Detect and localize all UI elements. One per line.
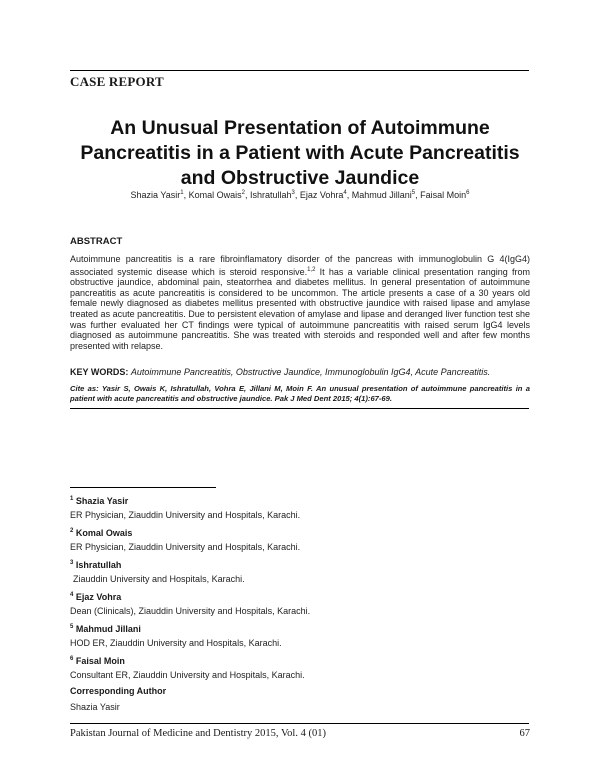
affiliation-institution: Dean (Clinicals), Ziauddin University and Hospitals, Karachi. <box>70 606 311 616</box>
affiliation-name: $^1$ Shazia Yasir <box>70 496 129 506</box>
title-line: Pancreatitis in a Patient with Acute Pancreatitis <box>80 142 520 164</box>
corresponding-author-label: Corresponding Author <box>70 686 167 696</box>
cite-as: Cite as: Yasir S, Owais K, Ishratullah, Vohra E, Jillani M, Moin F. An unusual presentation of autoimmune pancreatitis in a patient with acute pancreatitis and obstructive jaundice. Pak J Med Dent 2015; 4(1):67-69. <box>70 384 530 403</box>
author-list: Shazia Yasir$^1$, Komal Owais$^2$, Ishratullah$^3$, Ejaz Vohra$^4$, Mahmud Jillani$^5$, Faisal Moin$^6$ <box>130 190 470 200</box>
author-name: Ishratullah <box>249 190 292 200</box>
affiliation-institution: ER Physician, Ziauddin University and Hospitals, Karachi. <box>70 542 301 552</box>
abstract-part2: It has a variable clinical presentation ranging from obstructive jaundice, abdominal pain, steatorrhea and diabetes mellitus. In general presentation of autoimmune pancreatitis as acute pancreatitis is considered to be uncommon. The article presents a case of a 30 years old female newly diagnosed as diabetes mellitus presented with obstructive jaundice with raised lipase and amylase treated as acute pancreatitis. Due to persistent elevation of amylase and lipase and deranged liver function test she was further evaluated her CT findings were typical of autoimmune pancreatitis with raised serum IgG4 levels diagnosed as autoimmune pancreatitis. She was treated with steroids and responded well and after few months presented with relapse. <box>70 266 530 351</box>
affiliation-name: $^2$ Komal Owais <box>70 528 133 538</box>
author-sup: 6 <box>466 190 470 196</box>
page-number: 67 <box>519 728 530 739</box>
affiliations <box>70 490 530 714</box>
title-line: An Unusual Presentation of Autoimmune <box>110 117 490 139</box>
abstract-heading: ABSTRACT <box>70 236 123 247</box>
author-sup: 2 <box>241 190 245 196</box>
paper-title <box>60 116 540 191</box>
corresponding-author-name: Shazia Yasir <box>70 702 120 712</box>
keywords-label: KEY WORDS: <box>70 367 129 377</box>
footer-rule <box>70 723 529 724</box>
abstract-citation-sup: 1,2 <box>307 266 316 273</box>
affiliation-rule <box>70 487 216 488</box>
affiliation-name: $^3$ Ishratullah <box>70 560 122 570</box>
author-sup: 1 <box>180 190 184 196</box>
abstract-part1: Autoimmune pancreatitis is a rare fibroinflamatory disorder of the pancreas with immunoglobulin G 4(IgG4) associated systemic disease which is steroid responsive. <box>70 254 530 277</box>
affiliation-institution: Consultant ER, Ziauddin University and Hospitals, Karachi. <box>70 670 305 680</box>
author-sup: 4 <box>343 190 347 196</box>
keywords-text: Autoimmune Pancreatitis, Obstructive Jaundice, Immunoglobulin IgG4, Acute Pancreatitis. <box>130 367 491 377</box>
author-name: Ejaz Vohra <box>299 190 344 200</box>
author-name: Komal Owais <box>188 190 242 200</box>
author-sup: 5 <box>411 190 416 196</box>
affiliation-institution: ER Physician, Ziauddin University and Hospitals, Karachi. <box>70 510 301 520</box>
page-footer <box>70 728 530 739</box>
author-name: Shazia Yasir <box>130 190 181 200</box>
author-name: Mahmud Jillani <box>351 190 412 200</box>
author-name: Faisal Moin <box>420 190 467 200</box>
affiliation-name: $^6$ Faisal Moin <box>70 656 125 666</box>
title-line: and Obstructive Jaundice <box>180 167 420 189</box>
keywords <box>70 367 530 377</box>
author-sup: 3 <box>291 190 295 196</box>
header-rule <box>70 70 529 71</box>
affiliation-name: $^4$ Ejaz Vohra <box>70 592 122 602</box>
affiliation-institution: HOD ER, Ziauddin University and Hospitals, Karachi. <box>70 638 282 648</box>
journal-citation: Pakistan Journal of Medicine and Dentistry 2015, Vol. 4 (01) <box>70 728 326 739</box>
section-label: CASE REPORT <box>70 74 164 89</box>
abstract-text <box>70 254 530 351</box>
cite-rule <box>70 408 529 409</box>
affiliation-name: $^5$ Mahmud Jillani <box>70 624 141 634</box>
affiliation-institution: Ziauddin University and Hospitals, Karachi. <box>73 574 245 584</box>
